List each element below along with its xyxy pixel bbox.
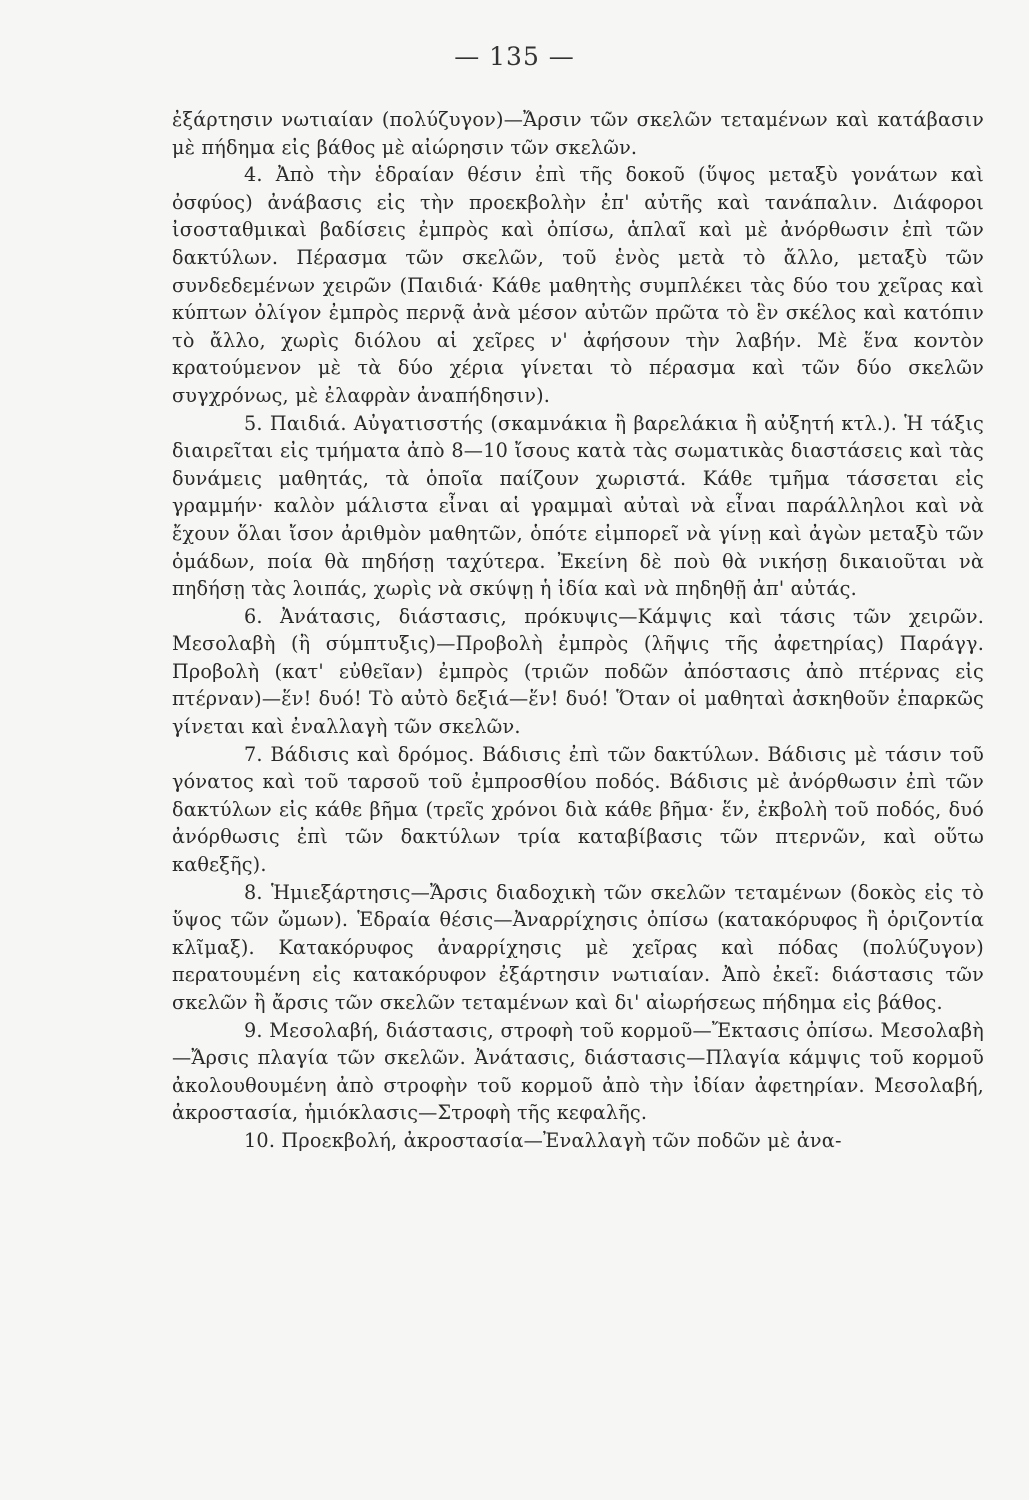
paragraph-7: 7. Βάδισις καὶ δρόμος. Βάδισις ἐπὶ τῶν δακτύλων. Βάδισις μὲ τάσιν τοῦ γόνατος καὶ τοῦ ταρσοῦ τοῦ ἐμπροσθίου ποδός. Βάδισις μὲ ἀνόρθωσιν ἐπὶ τῶν δακτύλων εἰς κάθε βῆμα (τρεῖς χρόνοι διὰ κάθε βῆμα· ἕν, ἐκβολὴ τοῦ ποδός, δυό ἀνόρθωσις ἐπὶ τῶν δακτύλων τρία καταβίβασις τῶν πτερνῶν, καὶ οὕτω καθεξῆς).	[172, 742, 984, 877]
paragraph-6: 6. Ἀνάτασις, διάστασις, πρόκυψις—Κάμψις καὶ τάσις τῶν χειρῶν. Μεσολαβὴ (ἢ σύμπτυξις)—Προβολὴ ἐμπρὸς (λῆψις τῆς ἀφετηρίας) Παράγγ. Προβολὴ (κατ' εὐθεῖαν) ἐμπρὸς (τριῶν ποδῶν ἀπόστασις ἀπὸ πτέρνας εἰς πτέρναν)—ἕν! δυό! Τὸ αὐτὸ δεξιά—ἕν! δυό! Ὅταν οἱ μαθηταὶ ἀσκηθοῦν ἐπαρκῶς γίνεται καὶ ἐναλλαγὴ τῶν σκελῶν.	[172, 604, 984, 739]
paragraph-10: 10. Προεκβολή, ἀκροστασία—Ἐναλλαγὴ τῶν ποδῶν μὲ ἀνα-	[244, 1128, 842, 1152]
paragraph-4: 4. Ἀπὸ τὴν ἑδραίαν θέσιν ἐπὶ τῆς δοκοῦ (ὕψος μεταξὺ γονάτων καὶ ὀσφύος) ἀνάβασις εἰς τὴν προεκβολὴν ἐπ' αὐτῆς καὶ τανάπαλιν. Διάφοροι ἰσοσταθμικαὶ βαδίσεις ἐμπρὸς καὶ ὀπίσω, ἁπλαῖ καὶ μὲ ἀνόρθωσιν ἐπὶ τῶν δακτύλων. Πέρασμα τῶν σκελῶν, τοῦ ἑνὸς μετὰ τὸ ἄλλο, μεταξὺ τῶν συνδεδεμένων χειρῶν (Παιδιά· Κάθε μαθητὴς συμπλέκει τὰς δύο του χεῖρας καὶ κύπτων ὀλίγον ἐμπρὸς περνᾷ ἀνὰ μέσον αὐτῶν πρῶτα τὸ ἓν σκέλος καὶ κατόπιν τὸ ἄλλο, χωρὶς διόλου αἱ χεῖρες ν' ἀφήσουν τὴν λαβήν. Μὲ ἕνα κοντὸν κρατούμενον μὲ τὰ δύο χέρια γίνεται τὸ πέρασμα καὶ τῶν δύο σκελῶν συγχρόνως, μὲ ἐλαφρὰν ἀναπήδησιν).	[172, 163, 984, 407]
paragraph-9: 9. Μεσολαβή, διάστασις, στροφὴ τοῦ κορμοῦ—Ἔκτασις ὀπίσω. Μεσολαβὴ—Ἄρσις πλαγία τῶν σκελῶν. Ἀνάτασις, διάστασις—Πλαγία κάμψις τοῦ κορμοῦ ἀκολουθουμένη ἀπὸ στροφὴν τοῦ κορμοῦ ἀπὸ τὴν ἰδίαν ἀφετηρίαν. Μεσολαβή, ἀκροστασία, ἡμιόκλασις—Στροφὴ τῆς κεφαλῆς.	[172, 1018, 984, 1125]
paragraph-continuation: ἐξάρτησιν νωτιαίαν (πολύζυγον)—Ἄρσιν τῶν σκελῶν τεταμένων καὶ κατάβασιν μὲ πήδημα εἰς βάθος μὲ αἰώρησιν τῶν σκελῶν.	[172, 108, 984, 159]
paragraph-8: 8. Ἡμιεξάρτησις—Ἄρσις διαδοχικὴ τῶν σκελῶν τεταμένων (δοκὸς εἰς τὸ ὕψος τῶν ὤμων). Ἑδραία θέσις—Ἀναρρίχησις ὀπίσω (κατακόρυφος ἢ ὁριζοντία κλῖμαξ). Κατακόρυφος ἀναρρίχησις μὲ χεῖρας καὶ πόδας (πολύζυγον) περατουμένη εἰς κατακόρυφον ἐξάρτησιν νωτιαίαν. Ἀπὸ ἐκεῖ: διάστασις τῶν σκελῶν ἢ ἄρσις τῶν σκελῶν τεταμένων καὶ δι' αἰωρήσεως πήδημα εἰς βάθος.	[172, 880, 984, 1014]
paragraph-5: 5. Παιδιά. Αὐγατισστής (σκαμνάκια ἢ βαρελάκια ἢ αὐξητή κτλ.). Ἡ τάξις διαιρεῖται εἰς τμήματα ἀπὸ 8—10 ἴσους κατὰ τὰς σωματικὰς διαστάσεις καὶ τὰς δυνάμεις μαθητάς, τὰ ὁποῖα παίζουν χωριστά. Κάθε τμῆμα τάσσεται εἰς γραμμήν· καλὸν μάλιστα εἶναι αἱ γραμμαὶ αὐταὶ νὰ εἶναι παράλληλοι καὶ νὰ ἔχουν ὅλαι ἴσον ἀριθμὸν μαθητῶν, ὁπότε εἰμπορεῖ νὰ γίνῃ καὶ ἀγὼν μεταξὺ τῶν ὁμάδων, ποία θὰ πηδήσῃ ταχύτερα. Ἐκείνη δὲ ποὺ θὰ νικήσῃ δικαιοῦται νὰ πηδήσῃ τὰς λοιπάς, χωρὶς νὰ σκύψῃ ἡ ἰδία καὶ νὰ πηδηθῇ ἀπ' αὐτάς.	[172, 411, 984, 601]
body-text	[172, 106, 984, 1155]
page-number: — 135 —	[454, 42, 575, 71]
